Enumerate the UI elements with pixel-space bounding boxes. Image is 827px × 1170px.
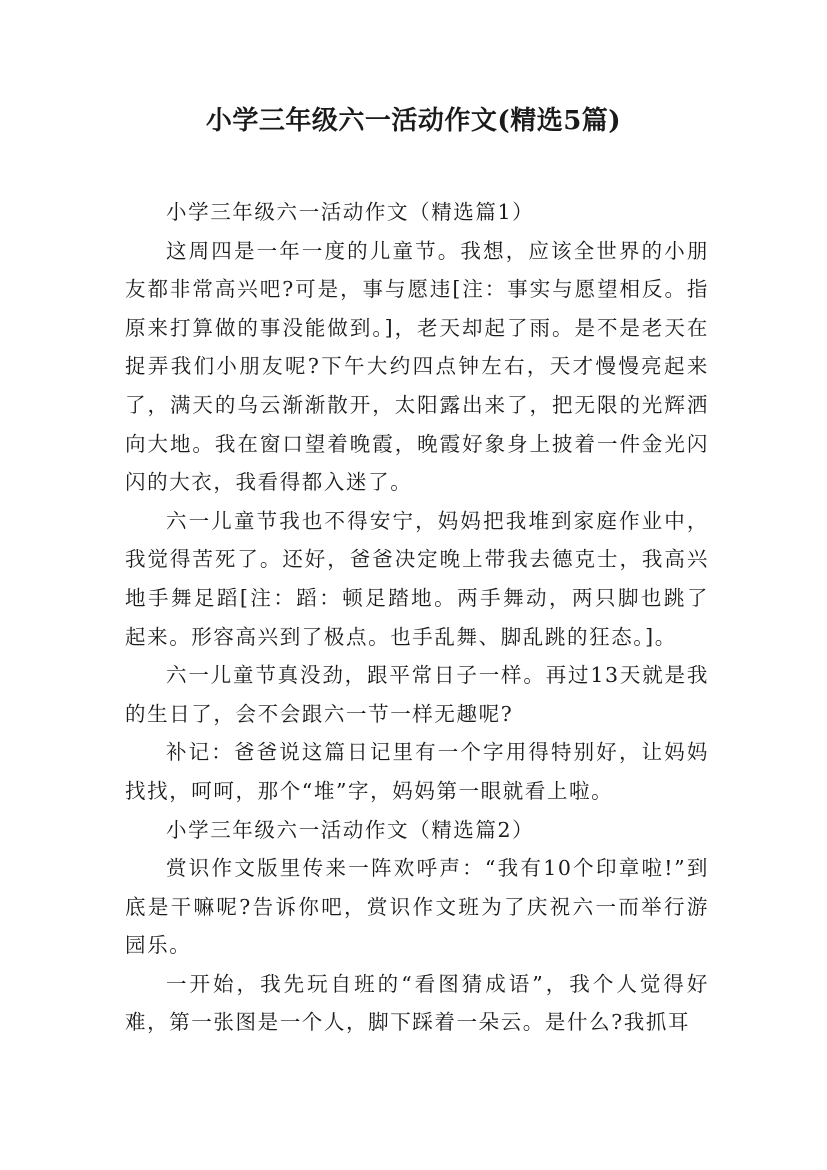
paragraph: 补记：爸爸说这篇日记里有一个字用得特别好，让妈妈找找，呵呵，那个“堆”字，妈妈第一眼就看上啦。: [125, 740, 709, 803]
section-heading-1: 小学三年级六一活动作文（精选篇1）: [166, 200, 535, 224]
paragraph: 六一儿童节真没劲，跟平常日子一样。再过13天就是我的生日了，会不会跟六一节一样无趣呢?: [125, 663, 709, 726]
section-heading-2: 小学三年级六一活动作文（精选篇2）: [166, 817, 535, 842]
document-title: 小学三年级六一活动作文(精选5篇): [205, 106, 622, 136]
document-body: [125, 193, 709, 1042]
paragraph: 六一儿童节我也不得安宁，妈妈把我堆到家庭作业中，我觉得苦死了。还好，爸爸决定晚上带我去德克士，我高兴地手舞足蹈[注：蹈：顿足踏地。两手舞动，两只脚也跳了起来。形容高兴到了极点。也手乱舞、脚乱跳的狂态。]。: [125, 508, 709, 649]
paragraph: 一开始，我先玩自班的“看图猜成语”，我个人觉得好难，第一张图是一个人，脚下踩着一朵云。是什么?我抓耳: [125, 971, 709, 1035]
paragraph: 这周四是一年一度的儿童节。我想，应该全世界的小朋友都非常高兴吧?可是，事与愿违[注：事实与愿望相反。指原来打算做的事没能做到。]，老天却起了雨。是不是老天在捉弄我们小朋友呢?下午大约四点钟左右，天才慢慢亮起来了，满天的乌云渐渐散开，太阳露出来了，把无限的光辉洒向大地。我在窗口望着晚霞，晚霞好象身上披着一件金光闪闪的大衣，我看得都入迷了。: [125, 238, 709, 495]
paragraph: 赏识作文版里传来一阵欢呼声：“我有10个印章啦!”到底是干嘛呢?告诉你吧，赏识作文班为了庆祝六一而举行游园乐。: [125, 856, 709, 958]
